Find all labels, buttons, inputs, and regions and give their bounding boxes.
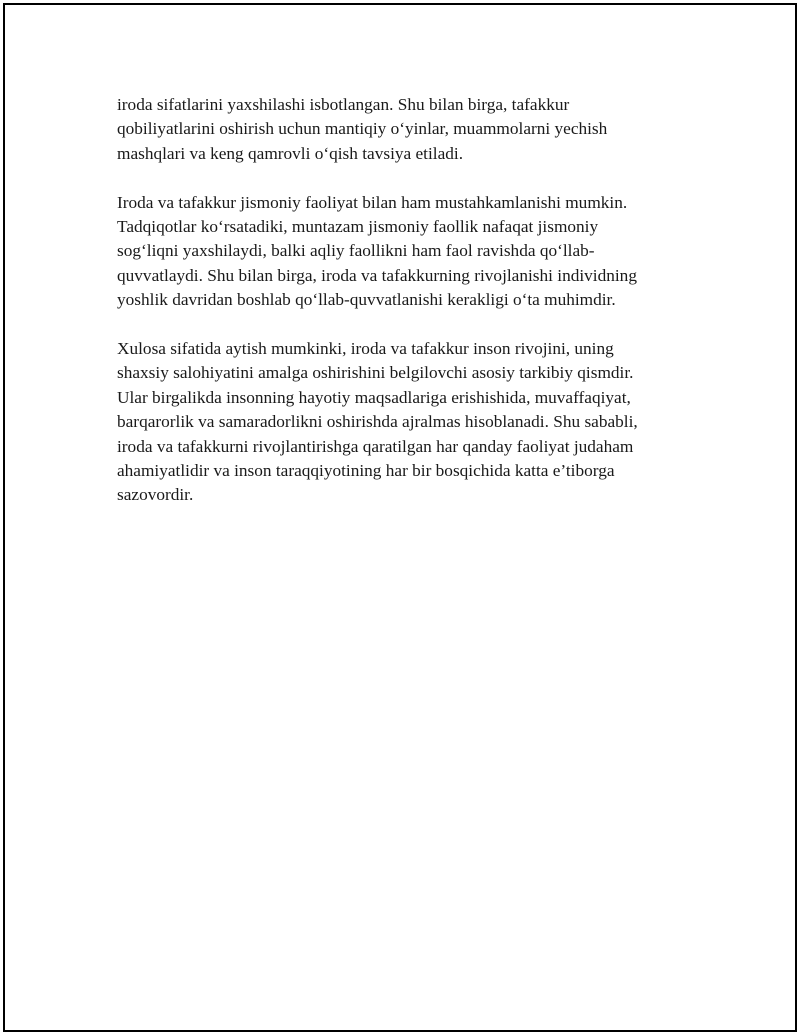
text-line: qobiliyatlarini oshirish uchun mantiqiy o‘yinlar, muammolarni yechish [117,119,608,139]
paragraph-3 [117,337,677,508]
text-line: iroda va tafakkurni rivojlantirishga qaratilgan har qanday faoliyat judaham [117,436,634,456]
text-line: mashqlari va keng qamrovli o‘qish tavsiya etiladi. [117,143,464,163]
text-line: iroda sifatlarini yaxshilashi isbotlangan. Shu bilan birga, tafakkur [117,95,570,114]
text-line: sazovordir. [117,485,194,505]
document-body [117,93,677,532]
text-line: yoshlik davridan boshlab qo‘llab-quvvatlanishi kerakligi o‘ta muhimdir. [117,290,616,310]
text-line: Xulosa sifatida aytish mumkinki, iroda va tafakkur inson rivojini, uning [117,339,614,359]
text-line: ahamiyatlidir va inson taraqqiyotining har bir bosqichida katta e’tiborga [117,461,615,481]
text-line: Ular birgalikda insonning hayotiy maqsadlariga erishishida, muvaffaqiyat, [117,387,631,407]
paragraph-1 [117,93,677,166]
text-line: shaxsiy salohiyatini amalga oshirishini belgilovchi asosiy tarkibiy qismdir. [117,363,634,383]
text-line: quvvatlaydi. Shu bilan birga, iroda va tafakkurning rivojlanishi individning [117,265,637,285]
paragraph-2 [117,191,677,313]
text-line: sog‘liqni yaxshilaydi, balki aqliy faollikni ham faol ravishda qo‘llab- [117,241,595,261]
text-line: Tadqiqotlar ko‘rsatadiki, muntazam jismoniy faollik nafaqat jismoniy [117,217,599,237]
text-line: Iroda va tafakkur jismoniy faoliyat bilan ham mustahkamlanishi mumkin. [117,192,628,212]
text-line: barqarorlik va samaradorlikni oshirishda ajralmas hisoblanadi. Shu sababli, [117,412,638,432]
